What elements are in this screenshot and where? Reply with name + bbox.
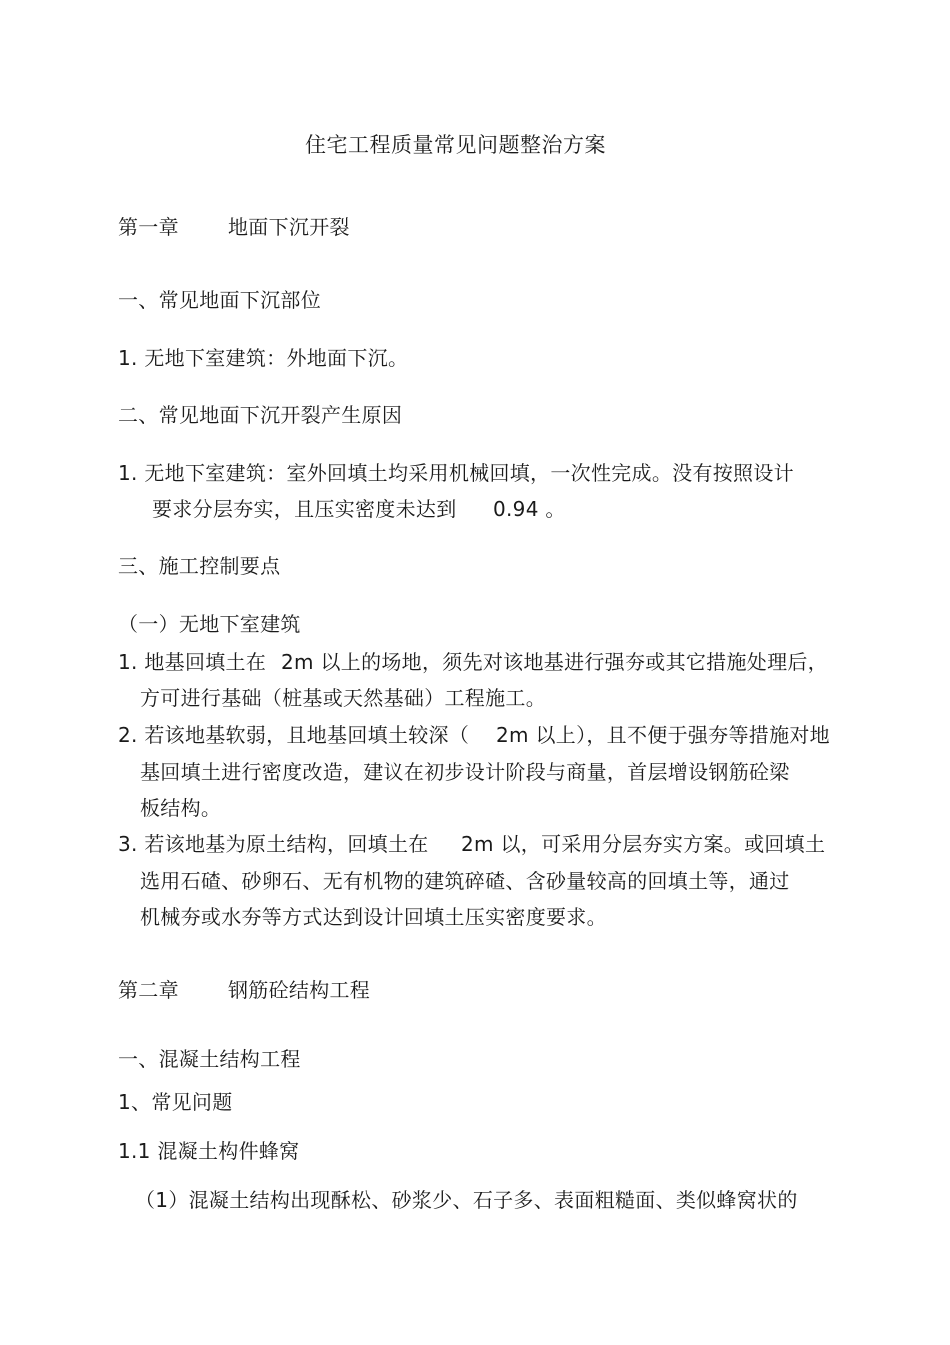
document-title: 住宅工程质量常见问题整治方案 (305, 133, 606, 157)
subsection-heading: 1、常见问题 (118, 1090, 233, 1114)
chapter-2-name: 钢筋砼结构工程 (228, 978, 371, 1002)
list-item: 基回填土进行密度改造，建议在初步设计阶段与商量，首层增设钢筋砼梁 (140, 760, 790, 784)
subsection-heading: 1.1 混凝土构件蜂窝 (118, 1139, 300, 1163)
list-item: 2. 若该地基软弱，且地基回填土较深（ (118, 723, 470, 747)
list-item: 2m 以上），且不便于强夯等措施对地 (496, 723, 830, 747)
section-heading: 一、混凝土结构工程 (118, 1047, 301, 1071)
subsection-heading: （一）无地下室建筑 (118, 612, 301, 636)
section-heading: 一、常见地面下沉部位 (118, 288, 321, 312)
section-heading: 三、施工控制要点 (118, 554, 281, 578)
paragraph: 1. 无地下室建筑：室外回填土均采用机械回填，一次性完成。没有按照设计 (118, 461, 794, 485)
compaction-value: 0.94 。 (493, 497, 566, 521)
list-item: 方可进行基础（桩基或天然基础）工程施工。 (140, 686, 546, 710)
chapter-1-label: 第一章 (118, 215, 179, 239)
paragraph: 要求分层夯实，且压实密度未达到 (152, 497, 457, 521)
chapter-2-label: 第二章 (118, 978, 179, 1002)
list-item: 2m 以上的场地，须先对该地基进行强夯或其它措施处理后， (281, 650, 828, 674)
list-item: 3. 若该地基为原土结构，回填土在 (118, 832, 429, 856)
paragraph: 1. 无地下室建筑：外地面下沉。 (118, 346, 409, 370)
list-item: 1. 地基回填土在 (118, 650, 267, 674)
section-heading: 二、常见地面下沉开裂产生原因 (118, 403, 403, 427)
list-item: 机械夯或水夯等方式达到设计回填土压实密度要求。 (140, 905, 607, 929)
list-item: 2m 以，可采用分层夯实方案。或回填土 (461, 832, 826, 856)
list-item: 板结构。 (140, 796, 222, 820)
chapter-1-name: 地面下沉开裂 (228, 215, 350, 239)
paragraph: （1）混凝土结构出现酥松、砂浆少、石子多、表面粗糙面、类似蜂窝状的 (135, 1188, 798, 1212)
list-item: 选用石碴、砂卵石、无有机物的建筑碎碴、含砂量较高的回填土等，通过 (140, 869, 790, 893)
